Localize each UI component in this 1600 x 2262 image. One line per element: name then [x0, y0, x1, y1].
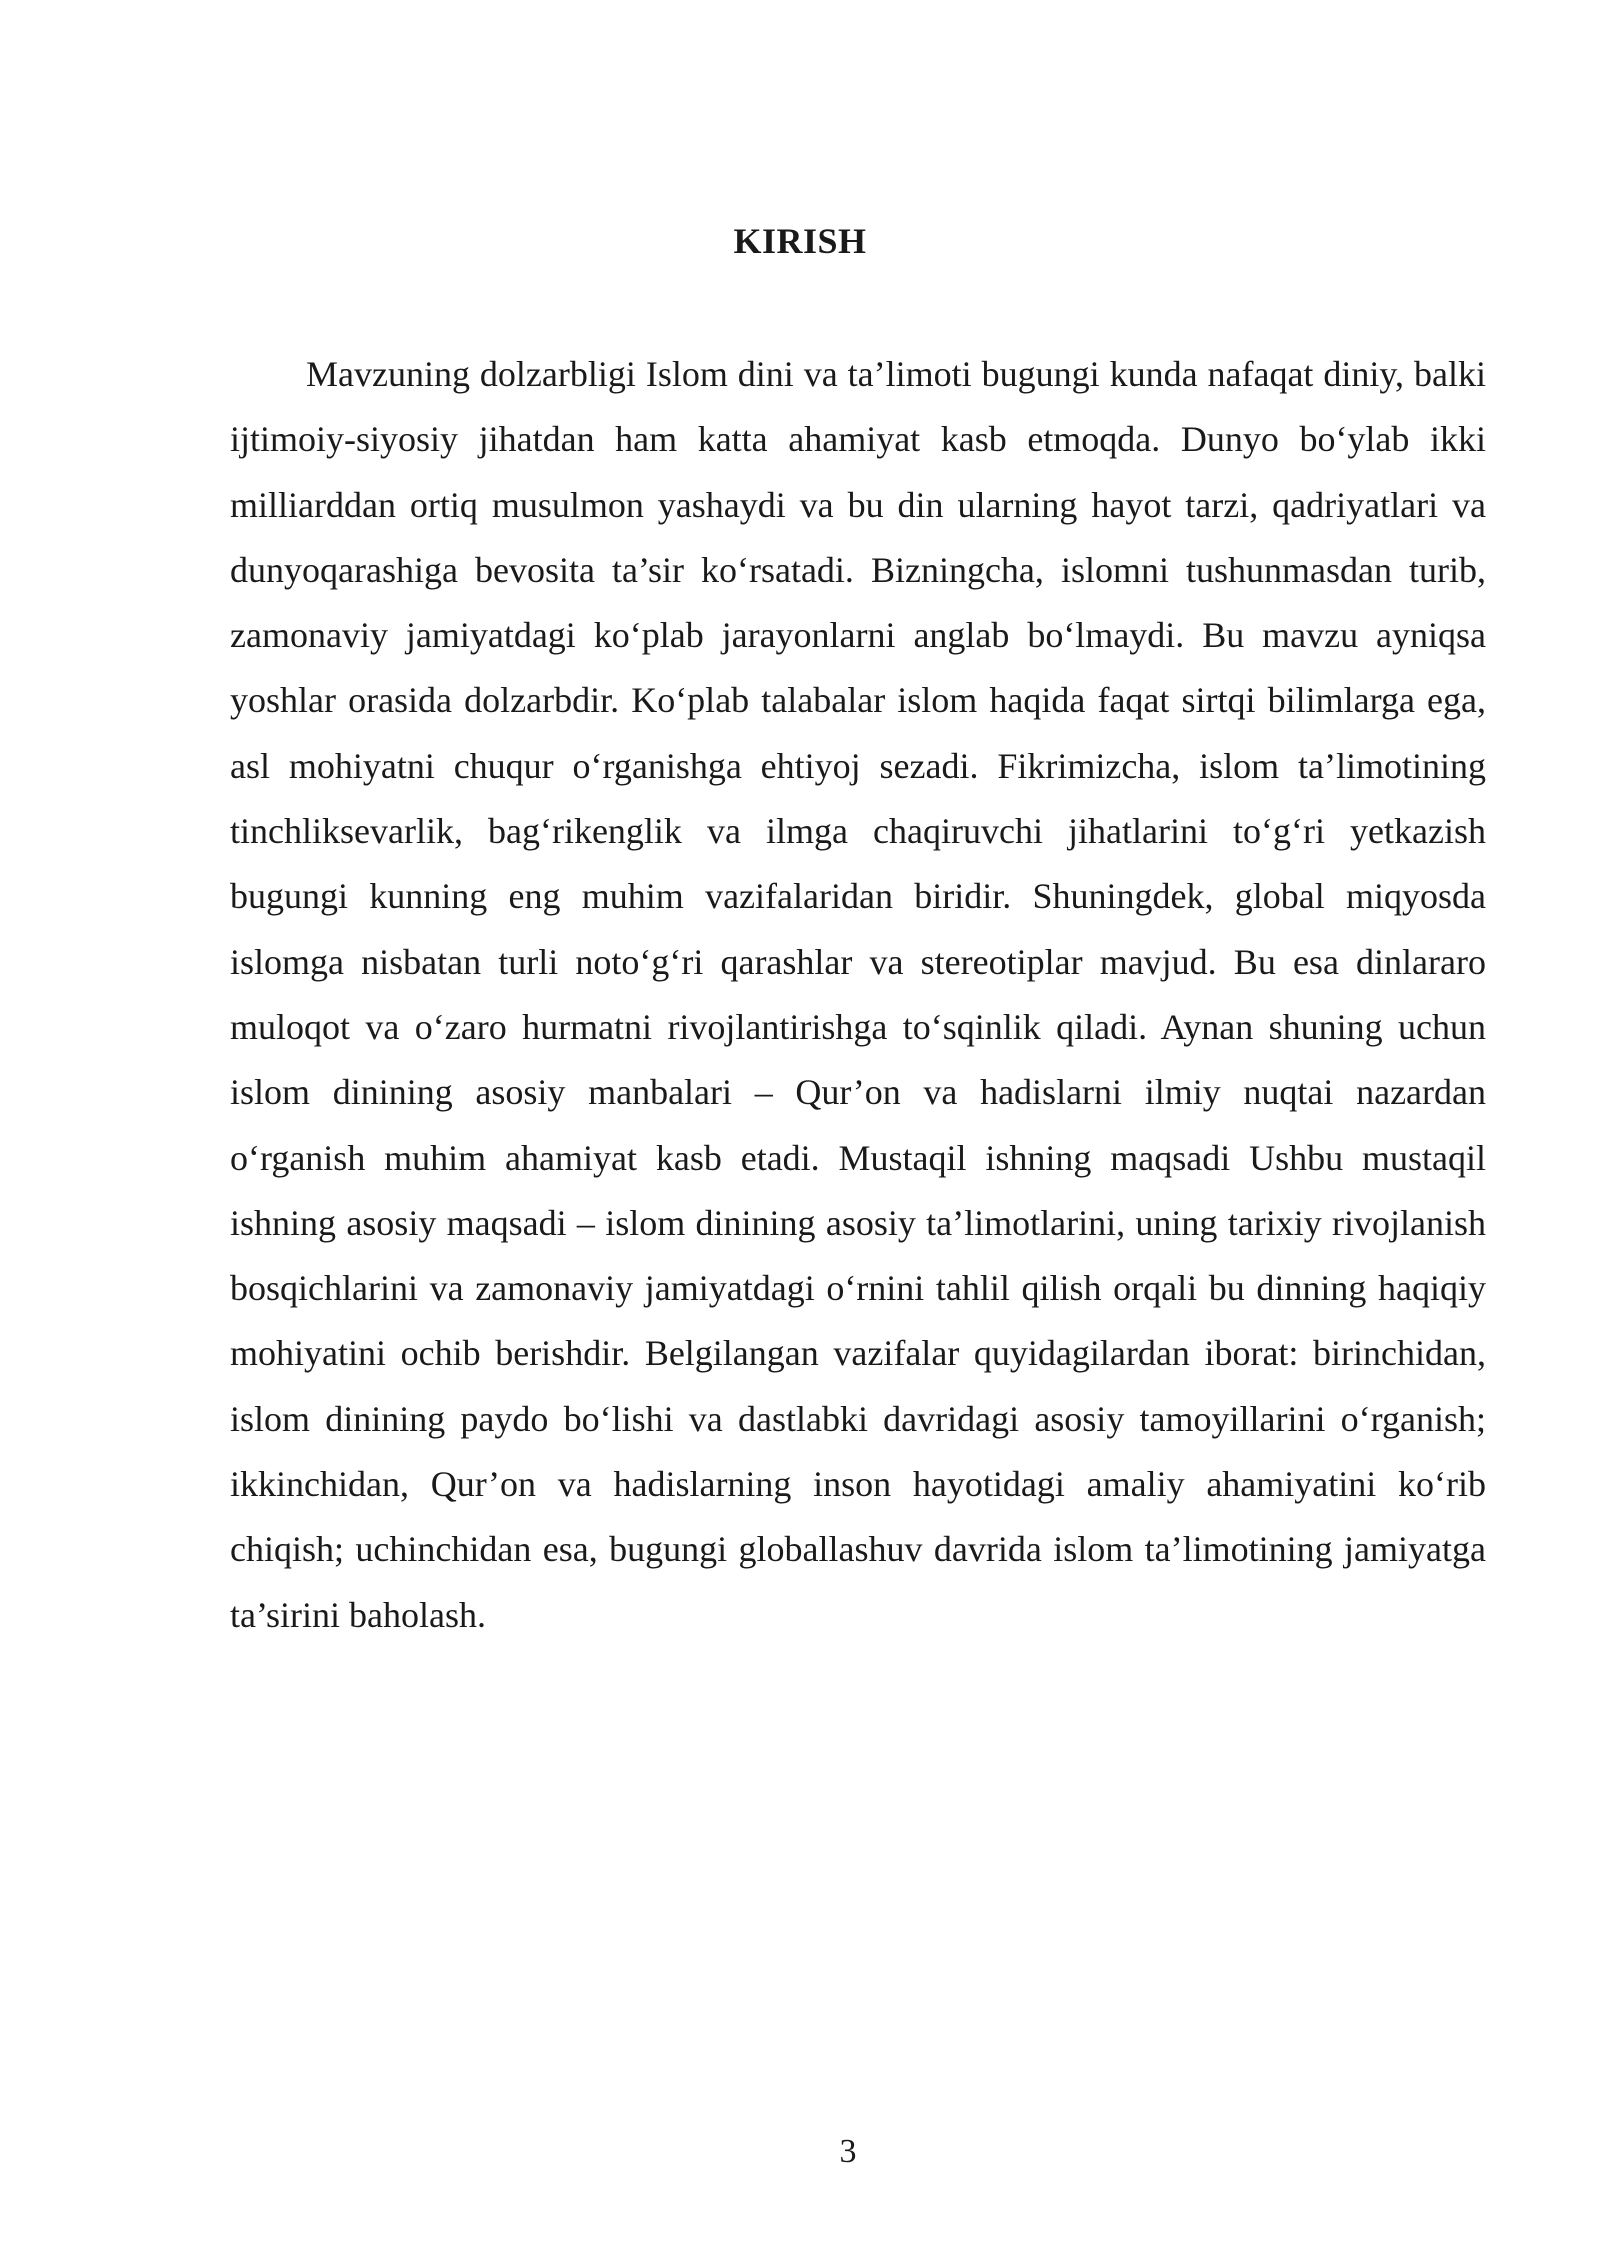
page-number: 3	[839, 2133, 857, 2170]
page-title: KIRISH	[733, 221, 867, 261]
body-paragraph: Mavzuning dolzarbligi Islom dini va ta’limoti bugungi kunda nafaqat diniy, balki ijtimoiy-siyosiy jihatdan ham katta ahamiyat kasb etmoqda. Dunyo bo‘ylab ikki milliarddan ortiq musulmon yashaydi va bu din ularning hayot tarzi, qadriyatlari va dunyoqarashiga bevosita ta’sir ko‘rsatadi. Bizningcha, islomni tushunmasdan turib, zamonaviy jamiyatdagi ko‘plab jarayonlarni anglab bo‘lmaydi. Bu mavzu ayniqsa yoshlar orasida dolzarbdir. Ko‘plab talabalar islom haqida faqat sirtqi bilimlarga ega, asl mohiyatni chuqur o‘rganishga ehtiyoj sezadi. Fikrimizcha, islom ta’limotining tinchliksevarlik, bag‘rikenglik va ilmga chaqiruvchi jihatlarini to‘g‘ri yetkazish bugungi kunning eng muhim vazifalaridan biridir. Shuningdek, global miqyosda islomga nisbatan turli noto‘g‘ri qarashlar va stereotiplar mavjud. Bu esa dinlararo muloqot va o‘zaro hurmatni rivojlantirishga to‘sqinlik qiladi. Aynan shuning uchun islom dinining asosiy manbalari – Qur’on va hadislarni ilmiy nuqtai nazardan o‘rganish muhim ahamiyat kasb etadi. Mustaqil ishning maqsadi Ushbu mustaqil ishning asosiy maqsadi – islom dinining asosiy ta’limotlarini, uning tarixiy rivojlanish bosqichlarini va zamonaviy jamiyatdagi o‘rnini tahlil qilish orqali bu dinning haqiqiy mohiyatini ochib berishdir. Belgilangan vazifalar quyidagilardan iborat: birinchidan, islom dinining paydo bo‘lishi va dastlabki davridagi asosiy tamoyillarini o‘rganish; ikkinchidan, Qur’on va hadislarning inson hayotidagi amaliy ahamiyatini ko‘rib chiqish; uchinchidan esa, bugungi globallashuv davrida islom ta’limotining jamiyatga ta’sirini baholash.	[230, 354, 1486, 1635]
